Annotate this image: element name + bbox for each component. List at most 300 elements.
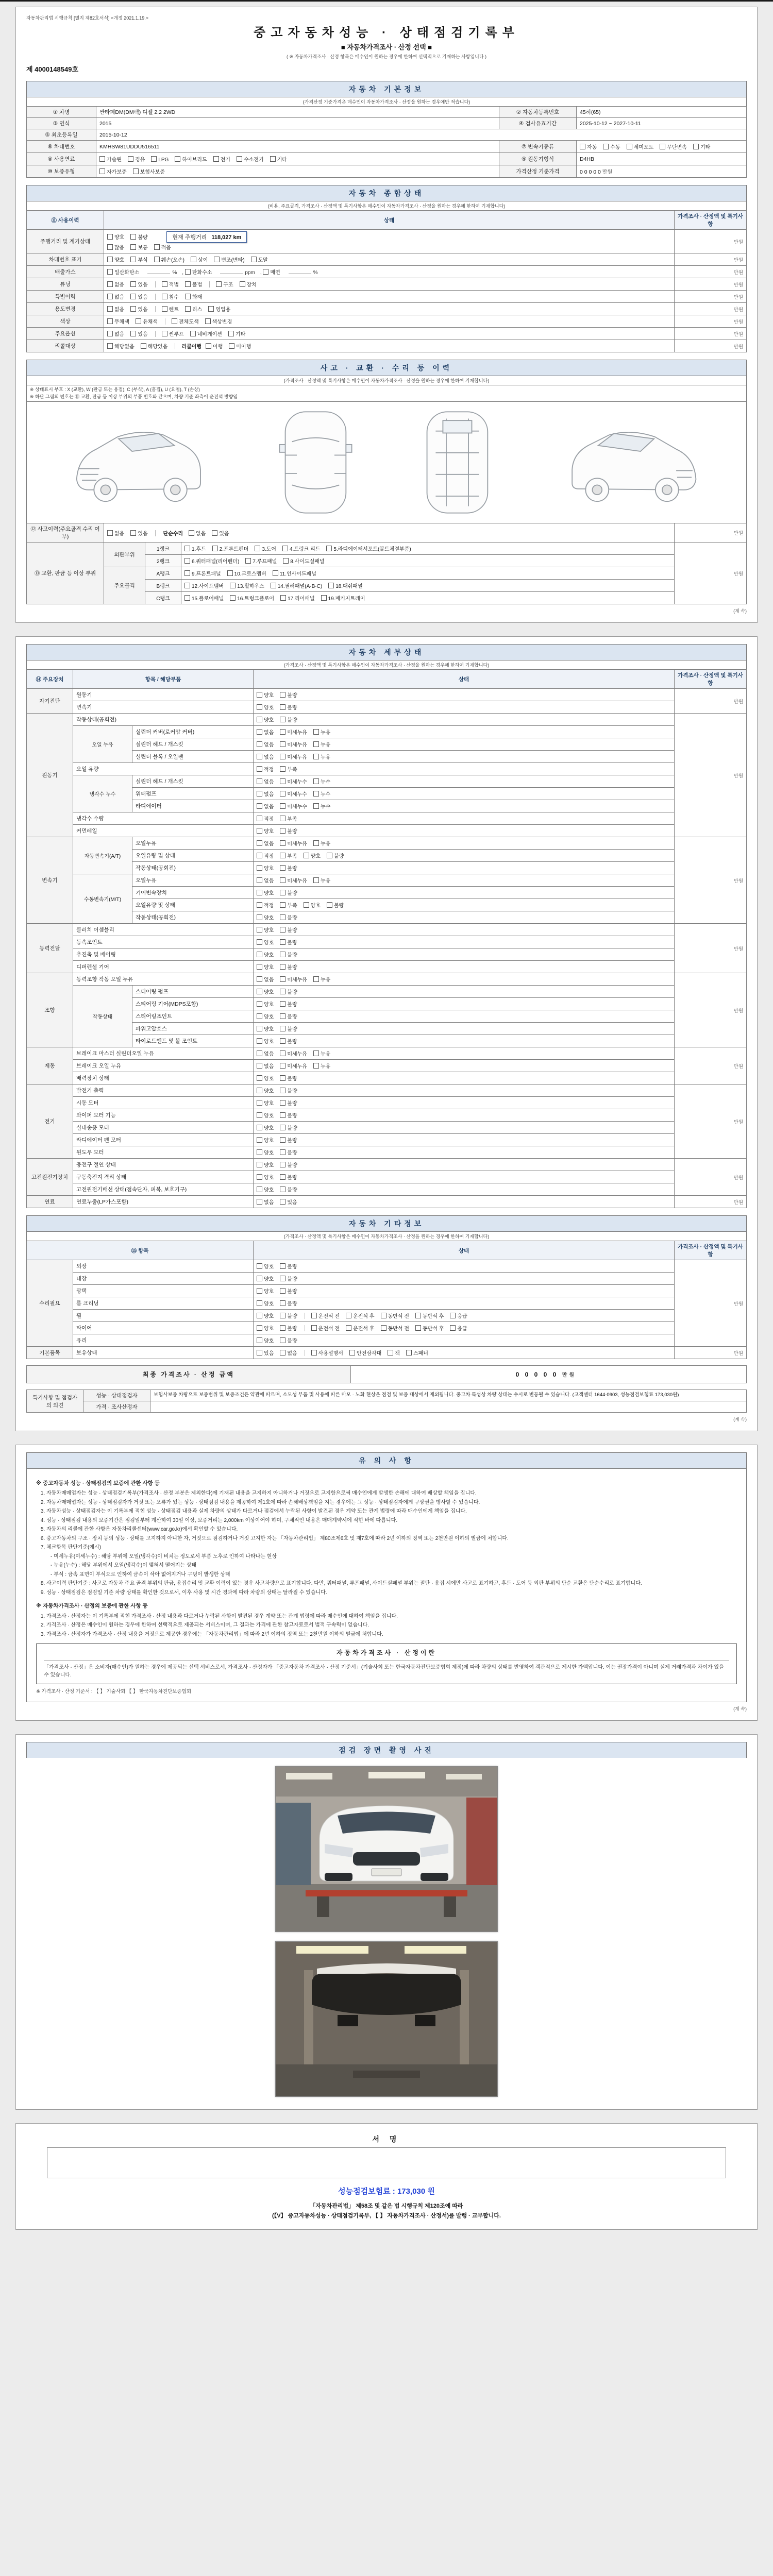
checkbox-icon[interactable] bbox=[257, 1174, 262, 1180]
checkbox-option[interactable] bbox=[257, 1062, 274, 1070]
checkbox-icon[interactable] bbox=[216, 281, 222, 287]
checkbox-option[interactable] bbox=[257, 988, 274, 995]
checkbox-option[interactable] bbox=[311, 1324, 340, 1332]
checkbox-option[interactable] bbox=[229, 342, 251, 350]
checkbox-icon[interactable] bbox=[99, 168, 105, 174]
checkbox-option[interactable] bbox=[191, 256, 208, 263]
checkbox-icon[interactable] bbox=[280, 766, 285, 772]
checkbox-icon[interactable] bbox=[162, 281, 167, 287]
checkbox-option[interactable] bbox=[280, 1074, 297, 1082]
checkbox-icon[interactable] bbox=[107, 331, 113, 336]
checkbox-option[interactable] bbox=[627, 143, 654, 150]
checkbox-option[interactable] bbox=[381, 1312, 409, 1319]
checkbox-icon[interactable] bbox=[257, 766, 262, 772]
checkbox-option[interactable] bbox=[257, 777, 274, 785]
checkbox-option[interactable] bbox=[280, 691, 297, 699]
checkbox-icon[interactable] bbox=[280, 1149, 285, 1155]
checkbox-option[interactable] bbox=[257, 864, 274, 872]
checkbox-icon[interactable] bbox=[184, 558, 190, 564]
checkbox-icon[interactable] bbox=[189, 530, 194, 536]
checkbox-icon[interactable] bbox=[450, 1325, 456, 1331]
checkbox-icon[interactable] bbox=[280, 778, 285, 784]
checkbox-icon[interactable] bbox=[415, 1325, 421, 1331]
checkbox-icon[interactable] bbox=[280, 840, 285, 846]
checkbox-icon[interactable] bbox=[280, 791, 285, 796]
checkbox-icon[interactable] bbox=[326, 546, 332, 551]
checkbox-option[interactable] bbox=[257, 1025, 274, 1032]
checkbox-option[interactable] bbox=[230, 594, 274, 602]
checkbox-icon[interactable] bbox=[257, 828, 262, 834]
checkbox-icon[interactable] bbox=[184, 595, 190, 601]
checkbox-option[interactable] bbox=[257, 1012, 274, 1020]
checkbox-option[interactable] bbox=[388, 1349, 400, 1357]
checkbox-option[interactable] bbox=[257, 790, 274, 798]
checkbox-icon[interactable] bbox=[328, 583, 334, 588]
checkbox-option[interactable] bbox=[321, 594, 365, 602]
checkbox-option[interactable] bbox=[280, 951, 297, 958]
checkbox-option[interactable] bbox=[208, 305, 230, 313]
checkbox-option[interactable] bbox=[381, 1324, 409, 1332]
checkbox-icon[interactable] bbox=[107, 281, 113, 287]
checkbox-icon[interactable] bbox=[280, 1187, 285, 1192]
checkbox-icon[interactable] bbox=[280, 927, 285, 933]
checkbox-option[interactable] bbox=[313, 790, 330, 798]
checkbox-option[interactable] bbox=[282, 545, 320, 552]
checkbox-option[interactable] bbox=[304, 852, 321, 859]
checkbox-option[interactable] bbox=[280, 926, 297, 934]
checkbox-option[interactable] bbox=[184, 582, 224, 589]
checkbox-option[interactable] bbox=[245, 557, 277, 565]
checkbox-icon[interactable] bbox=[280, 865, 285, 871]
checkbox-option[interactable] bbox=[257, 716, 274, 723]
checkbox-icon[interactable] bbox=[327, 853, 332, 858]
checkbox-option[interactable] bbox=[190, 330, 222, 337]
checkbox-icon[interactable] bbox=[257, 964, 262, 970]
checkbox-option[interactable] bbox=[280, 728, 307, 736]
checkbox-icon[interactable] bbox=[280, 1088, 285, 1093]
checkbox-option[interactable] bbox=[280, 1148, 297, 1156]
checkbox-option[interactable] bbox=[130, 293, 147, 300]
checkbox-icon[interactable] bbox=[257, 976, 262, 982]
checkbox-icon[interactable] bbox=[280, 1026, 285, 1031]
checkbox-icon[interactable] bbox=[213, 156, 219, 162]
checkbox-icon[interactable] bbox=[313, 976, 319, 982]
checkbox-icon[interactable] bbox=[280, 1300, 285, 1306]
checkbox-icon[interactable] bbox=[228, 331, 234, 336]
checkbox-option[interactable] bbox=[280, 790, 307, 798]
checkbox-icon[interactable] bbox=[257, 865, 262, 871]
emission-value-field[interactable] bbox=[147, 268, 170, 274]
checkbox-icon[interactable] bbox=[313, 877, 319, 883]
checkbox-icon[interactable] bbox=[175, 156, 180, 162]
checkbox-option[interactable] bbox=[107, 233, 124, 241]
checkbox-option[interactable] bbox=[313, 1049, 330, 1057]
checkbox-option[interactable] bbox=[136, 317, 158, 325]
checkbox-icon[interactable] bbox=[327, 902, 332, 908]
checkbox-icon[interactable] bbox=[280, 816, 285, 821]
checkbox-option[interactable] bbox=[280, 852, 297, 859]
checkbox-icon[interactable] bbox=[257, 1125, 262, 1130]
checkbox-icon[interactable] bbox=[263, 269, 268, 275]
checkbox-icon[interactable] bbox=[313, 791, 319, 796]
checkbox-option[interactable] bbox=[280, 889, 297, 896]
checkbox-option[interactable] bbox=[257, 753, 274, 760]
checkbox-option[interactable] bbox=[280, 594, 315, 602]
checkbox-option[interactable] bbox=[257, 839, 274, 847]
checkbox-option[interactable] bbox=[280, 802, 307, 810]
checkbox-icon[interactable] bbox=[257, 1050, 262, 1056]
checkbox-icon[interactable] bbox=[205, 318, 211, 324]
checkbox-icon[interactable] bbox=[280, 1174, 285, 1180]
checkbox-option[interactable] bbox=[280, 1012, 297, 1020]
checkbox-option[interactable] bbox=[280, 963, 297, 971]
checkbox-option[interactable] bbox=[280, 703, 297, 711]
checkbox-icon[interactable] bbox=[130, 244, 136, 250]
checkbox-icon[interactable] bbox=[257, 1276, 262, 1281]
checkbox-icon[interactable] bbox=[603, 144, 609, 149]
checkbox-option[interactable] bbox=[280, 913, 297, 921]
checkbox-option[interactable] bbox=[580, 143, 597, 150]
checkbox-option[interactable] bbox=[280, 1025, 297, 1032]
checkbox-option[interactable] bbox=[130, 256, 147, 263]
checkbox-icon[interactable] bbox=[130, 530, 136, 536]
checkbox-icon[interactable] bbox=[133, 168, 139, 174]
checkbox-icon[interactable] bbox=[280, 803, 285, 809]
checkbox-icon[interactable] bbox=[257, 1313, 262, 1318]
checkbox-icon[interactable] bbox=[257, 1263, 262, 1269]
checkbox-option[interactable] bbox=[257, 1037, 274, 1045]
checkbox-option[interactable] bbox=[313, 839, 330, 847]
checkbox-icon[interactable] bbox=[191, 257, 196, 262]
checkbox-option[interactable] bbox=[257, 1287, 274, 1295]
checkbox-option[interactable] bbox=[271, 582, 322, 589]
checkbox-icon[interactable] bbox=[304, 853, 309, 858]
checkbox-icon[interactable] bbox=[184, 583, 190, 588]
checkbox-icon[interactable] bbox=[257, 754, 262, 759]
checkbox-icon[interactable] bbox=[227, 570, 233, 576]
checkbox-option[interactable] bbox=[240, 280, 257, 288]
checkbox-icon[interactable] bbox=[184, 570, 190, 576]
checkbox-option[interactable] bbox=[280, 1099, 297, 1107]
checkbox-option[interactable] bbox=[311, 1349, 343, 1357]
checkbox-option[interactable] bbox=[257, 1161, 274, 1168]
checkbox-icon[interactable] bbox=[162, 294, 167, 299]
checkbox-option[interactable] bbox=[257, 1336, 274, 1344]
checkbox-icon[interactable] bbox=[280, 1263, 285, 1269]
checkbox-option[interactable] bbox=[346, 1312, 374, 1319]
checkbox-icon[interactable] bbox=[257, 717, 262, 722]
checkbox-icon[interactable] bbox=[280, 853, 285, 858]
checkbox-option[interactable] bbox=[257, 1185, 274, 1193]
checkbox-icon[interactable] bbox=[280, 976, 285, 982]
checkbox-icon[interactable] bbox=[184, 546, 190, 551]
checkbox-icon[interactable] bbox=[627, 144, 632, 149]
checkbox-icon[interactable] bbox=[280, 1162, 285, 1167]
checkbox-icon[interactable] bbox=[257, 692, 262, 698]
checkbox-icon[interactable] bbox=[321, 595, 327, 601]
checkbox-icon[interactable] bbox=[313, 729, 319, 735]
checkbox-option[interactable] bbox=[130, 305, 147, 313]
checkbox-icon[interactable] bbox=[280, 939, 285, 945]
checkbox-icon[interactable] bbox=[257, 1137, 262, 1143]
checkbox-icon[interactable] bbox=[230, 595, 236, 601]
checkbox-option[interactable] bbox=[415, 1312, 444, 1319]
checkbox-option[interactable] bbox=[107, 268, 139, 276]
checkbox-option[interactable] bbox=[280, 938, 297, 946]
checkbox-option[interactable] bbox=[257, 1299, 274, 1307]
checkbox-icon[interactable] bbox=[212, 546, 218, 551]
checkbox-option[interactable] bbox=[216, 280, 233, 288]
emission-value-field[interactable] bbox=[220, 268, 243, 274]
checkbox-option[interactable] bbox=[280, 740, 307, 748]
checkbox-icon[interactable] bbox=[257, 803, 262, 809]
checkbox-icon[interactable] bbox=[280, 1112, 285, 1118]
checkbox-option[interactable] bbox=[313, 975, 330, 983]
checkbox-option[interactable] bbox=[257, 815, 274, 822]
checkbox-icon[interactable] bbox=[257, 1088, 262, 1093]
checkbox-option[interactable] bbox=[107, 243, 124, 251]
checkbox-icon[interactable] bbox=[257, 729, 262, 735]
checkbox-icon[interactable] bbox=[251, 257, 257, 262]
checkbox-option[interactable] bbox=[280, 1324, 297, 1332]
checkbox-icon[interactable] bbox=[280, 1199, 285, 1205]
checkbox-icon[interactable] bbox=[257, 816, 262, 821]
checkbox-option[interactable] bbox=[280, 1299, 297, 1307]
checkbox-option[interactable] bbox=[280, 777, 307, 785]
checkbox-option[interactable] bbox=[185, 268, 212, 276]
checkbox-icon[interactable] bbox=[257, 853, 262, 858]
checkbox-icon[interactable] bbox=[257, 989, 262, 994]
checkbox-icon[interactable] bbox=[257, 1288, 262, 1294]
checkbox-option[interactable] bbox=[257, 1000, 274, 1008]
checkbox-option[interactable] bbox=[257, 1074, 274, 1082]
checkbox-icon[interactable] bbox=[313, 803, 319, 809]
checkbox-option[interactable] bbox=[280, 1312, 297, 1319]
checkbox-option[interactable] bbox=[107, 330, 124, 337]
checkbox-icon[interactable] bbox=[280, 877, 285, 883]
checkbox-icon[interactable] bbox=[280, 1038, 285, 1044]
checkbox-option[interactable] bbox=[130, 280, 147, 288]
checkbox-icon[interactable] bbox=[107, 530, 113, 536]
checkbox-option[interactable] bbox=[257, 889, 274, 896]
checkbox-icon[interactable] bbox=[257, 1075, 262, 1081]
checkbox-icon[interactable] bbox=[107, 244, 113, 250]
checkbox-icon[interactable] bbox=[214, 257, 220, 262]
checkbox-icon[interactable] bbox=[162, 331, 167, 336]
checkbox-icon[interactable] bbox=[270, 156, 276, 162]
checkbox-option[interactable] bbox=[280, 1198, 297, 1206]
checkbox-icon[interactable] bbox=[130, 281, 136, 287]
checkbox-option[interactable] bbox=[693, 143, 710, 150]
checkbox-option[interactable] bbox=[189, 529, 206, 537]
checkbox-icon[interactable] bbox=[450, 1313, 456, 1318]
checkbox-icon[interactable] bbox=[580, 144, 585, 149]
checkbox-icon[interactable] bbox=[280, 1313, 285, 1318]
checkbox-option[interactable] bbox=[280, 1111, 297, 1119]
checkbox-option[interactable] bbox=[251, 256, 268, 263]
checkbox-icon[interactable] bbox=[257, 952, 262, 957]
checkbox-option[interactable] bbox=[257, 975, 274, 983]
signature-area[interactable] bbox=[47, 2147, 726, 2178]
checkbox-icon[interactable] bbox=[255, 546, 260, 551]
checkbox-option[interactable] bbox=[280, 1124, 297, 1131]
checkbox-icon[interactable] bbox=[107, 269, 113, 275]
checkbox-icon[interactable] bbox=[107, 257, 113, 262]
checkbox-icon[interactable] bbox=[381, 1313, 386, 1318]
checkbox-option[interactable] bbox=[327, 901, 344, 909]
checkbox-icon[interactable] bbox=[257, 1112, 262, 1118]
checkbox-icon[interactable] bbox=[381, 1325, 386, 1331]
checkbox-option[interactable] bbox=[172, 317, 199, 325]
checkbox-option[interactable] bbox=[257, 691, 274, 699]
checkbox-option[interactable] bbox=[162, 330, 184, 337]
checkbox-option[interactable] bbox=[175, 155, 207, 163]
checkbox-icon[interactable] bbox=[280, 1125, 285, 1130]
checkbox-icon[interactable] bbox=[280, 1100, 285, 1106]
checkbox-option[interactable] bbox=[257, 740, 274, 748]
checkbox-icon[interactable] bbox=[185, 294, 191, 299]
checkbox-option[interactable] bbox=[184, 594, 224, 602]
checkbox-icon[interactable] bbox=[229, 343, 234, 349]
checkbox-icon[interactable] bbox=[130, 257, 136, 262]
checkbox-option[interactable] bbox=[162, 305, 179, 313]
checkbox-option[interactable] bbox=[313, 728, 330, 736]
checkbox-option[interactable] bbox=[184, 557, 239, 565]
checkbox-icon[interactable] bbox=[257, 1026, 262, 1031]
checkbox-icon[interactable] bbox=[257, 1199, 262, 1205]
checkbox-option[interactable] bbox=[257, 765, 274, 773]
checkbox-option[interactable] bbox=[257, 1349, 274, 1357]
checkbox-icon[interactable] bbox=[280, 1276, 285, 1281]
checkbox-option[interactable] bbox=[130, 330, 147, 337]
checkbox-option[interactable] bbox=[280, 1087, 297, 1094]
checkbox-icon[interactable] bbox=[257, 1337, 262, 1343]
checkbox-option[interactable] bbox=[214, 256, 244, 263]
checkbox-option[interactable] bbox=[257, 1312, 274, 1319]
checkbox-option[interactable] bbox=[280, 765, 297, 773]
checkbox-option[interactable] bbox=[257, 827, 274, 835]
checkbox-icon[interactable] bbox=[280, 1288, 285, 1294]
checkbox-option[interactable] bbox=[283, 557, 324, 565]
checkbox-option[interactable] bbox=[280, 988, 297, 995]
checkbox-option[interactable] bbox=[128, 155, 145, 163]
checkbox-icon[interactable] bbox=[280, 1075, 285, 1081]
checkbox-icon[interactable] bbox=[280, 964, 285, 970]
checkbox-option[interactable] bbox=[257, 1173, 274, 1181]
checkbox-option[interactable] bbox=[130, 243, 147, 251]
checkbox-icon[interactable] bbox=[313, 1063, 319, 1069]
checkbox-option[interactable] bbox=[450, 1312, 467, 1319]
checkbox-icon[interactable] bbox=[280, 1350, 285, 1355]
checkbox-option[interactable] bbox=[257, 938, 274, 946]
checkbox-option[interactable] bbox=[162, 280, 179, 288]
checkbox-icon[interactable] bbox=[304, 902, 309, 908]
checkbox-icon[interactable] bbox=[282, 546, 288, 551]
checkbox-icon[interactable] bbox=[257, 1187, 262, 1192]
checkbox-icon[interactable] bbox=[185, 269, 191, 275]
checkbox-option[interactable] bbox=[154, 243, 171, 251]
checkbox-option[interactable] bbox=[313, 802, 330, 810]
checkbox-icon[interactable] bbox=[257, 1013, 262, 1019]
checkbox-icon[interactable] bbox=[280, 1325, 285, 1331]
checkbox-option[interactable] bbox=[280, 1000, 297, 1008]
checkbox-icon[interactable] bbox=[280, 952, 285, 957]
checkbox-option[interactable] bbox=[237, 155, 264, 163]
checkbox-option[interactable] bbox=[660, 143, 687, 150]
checkbox-icon[interactable] bbox=[313, 840, 319, 846]
checkbox-option[interactable] bbox=[280, 1062, 307, 1070]
checkbox-option[interactable] bbox=[206, 342, 223, 350]
checkbox-option[interactable] bbox=[280, 975, 307, 983]
checkbox-option[interactable] bbox=[107, 342, 135, 350]
checkbox-icon[interactable] bbox=[257, 741, 262, 747]
checkbox-icon[interactable] bbox=[693, 144, 699, 149]
checkbox-icon[interactable] bbox=[107, 234, 113, 240]
checkbox-option[interactable] bbox=[280, 839, 307, 847]
checkbox-option[interactable] bbox=[151, 156, 169, 163]
checkbox-option[interactable] bbox=[270, 155, 287, 163]
checkbox-option[interactable] bbox=[154, 256, 184, 263]
checkbox-option[interactable] bbox=[273, 569, 316, 577]
checkbox-option[interactable] bbox=[185, 280, 202, 288]
checkbox-option[interactable] bbox=[257, 901, 274, 909]
checkbox-option[interactable] bbox=[313, 777, 330, 785]
checkbox-option[interactable] bbox=[280, 1262, 297, 1270]
checkbox-icon[interactable] bbox=[280, 1050, 285, 1056]
checkbox-option[interactable] bbox=[257, 1111, 274, 1119]
checkbox-icon[interactable] bbox=[313, 741, 319, 747]
checkbox-option[interactable] bbox=[257, 703, 274, 711]
checkbox-icon[interactable] bbox=[257, 840, 262, 846]
checkbox-option[interactable] bbox=[107, 317, 129, 325]
checkbox-icon[interactable] bbox=[130, 234, 136, 240]
checkbox-option[interactable] bbox=[450, 1324, 467, 1332]
checkbox-icon[interactable] bbox=[280, 754, 285, 759]
checkbox-option[interactable] bbox=[328, 582, 363, 589]
checkbox-icon[interactable] bbox=[99, 156, 105, 162]
checkbox-option[interactable] bbox=[280, 876, 307, 884]
checkbox-icon[interactable] bbox=[257, 1350, 262, 1355]
checkbox-option[interactable] bbox=[313, 740, 330, 748]
checkbox-option[interactable] bbox=[280, 864, 297, 872]
checkbox-option[interactable] bbox=[280, 815, 297, 822]
checkbox-icon[interactable] bbox=[107, 306, 113, 312]
checkbox-option[interactable] bbox=[184, 545, 206, 552]
checkbox-icon[interactable] bbox=[240, 281, 245, 287]
checkbox-option[interactable] bbox=[257, 963, 274, 971]
checkbox-option[interactable] bbox=[257, 1262, 274, 1270]
checkbox-option[interactable] bbox=[313, 1062, 330, 1070]
checkbox-icon[interactable] bbox=[280, 1013, 285, 1019]
checkbox-icon[interactable] bbox=[313, 1050, 319, 1056]
checkbox-option[interactable] bbox=[257, 926, 274, 934]
checkbox-icon[interactable] bbox=[280, 692, 285, 698]
checkbox-icon[interactable] bbox=[406, 1350, 412, 1355]
checkbox-option[interactable] bbox=[257, 1099, 274, 1107]
checkbox-icon[interactable] bbox=[311, 1350, 317, 1355]
checkbox-icon[interactable] bbox=[257, 1001, 262, 1007]
checkbox-icon[interactable] bbox=[257, 902, 262, 908]
checkbox-icon[interactable] bbox=[257, 1149, 262, 1155]
checkbox-option[interactable] bbox=[603, 143, 620, 150]
checkbox-icon[interactable] bbox=[136, 318, 141, 324]
checkbox-icon[interactable] bbox=[230, 583, 236, 588]
checkbox-icon[interactable] bbox=[388, 1350, 393, 1355]
checkbox-option[interactable] bbox=[313, 753, 330, 760]
checkbox-option[interactable] bbox=[280, 1336, 297, 1344]
checkbox-icon[interactable] bbox=[154, 257, 160, 262]
checkbox-icon[interactable] bbox=[257, 939, 262, 945]
